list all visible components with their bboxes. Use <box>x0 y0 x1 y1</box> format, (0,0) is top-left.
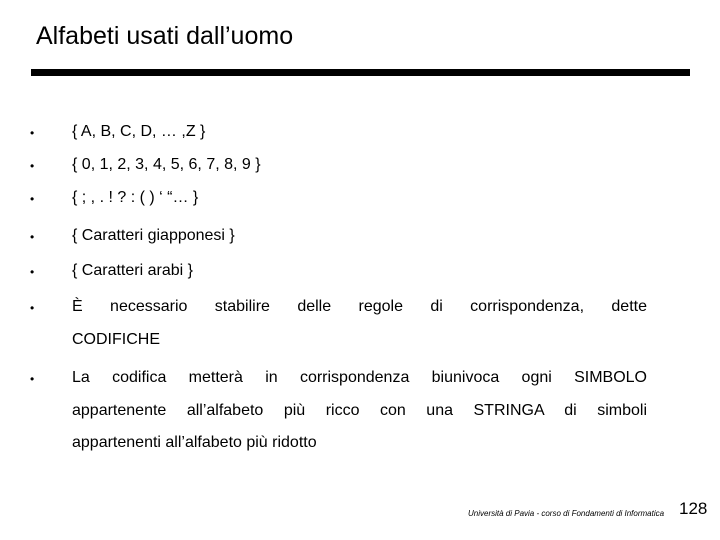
page-number: 128 <box>679 499 708 518</box>
bullet-marker: • <box>30 230 35 244</box>
bullet-text: { A, B, C, D, … ,Z } <box>72 123 206 140</box>
bullet-text: { Caratteri arabi } <box>72 262 193 279</box>
bullet-text: { Caratteri giapponesi } <box>72 227 235 244</box>
bullet-marker: • <box>30 265 35 279</box>
bullet-text: La codifica metterà in corrispondenza biunivoca ogni SIMBOLO <box>72 369 647 386</box>
slide-title: Alfabeti usati dall’uomo <box>36 22 294 50</box>
title-divider <box>31 69 690 76</box>
bullet-text: { 0, 1, 2, 3, 4, 5, 6, 7, 8, 9 } <box>72 156 261 173</box>
bullet-text-continuation: appartenenti all’alfabeto più ridotto <box>72 434 317 451</box>
bullet-text-continuation: appartenente all’alfabeto più ricco con una STRINGA di simboli <box>72 402 647 419</box>
bullet-marker: • <box>30 192 35 206</box>
bullet-text: { ; , . ! ? : ( ) ‘ “… } <box>72 189 199 206</box>
bullet-marker: • <box>30 301 35 315</box>
bullet-text-continuation: CODIFICHE <box>72 331 160 348</box>
bullet-marker: • <box>30 372 35 386</box>
bullet-marker: • <box>30 159 35 173</box>
bullet-marker: • <box>30 126 35 140</box>
bullet-text: È necessario stabilire delle regole di corrispondenza, dette <box>72 298 647 315</box>
footer-note: Università di Pavia - corso di Fondamenti di Informatica <box>468 509 665 518</box>
